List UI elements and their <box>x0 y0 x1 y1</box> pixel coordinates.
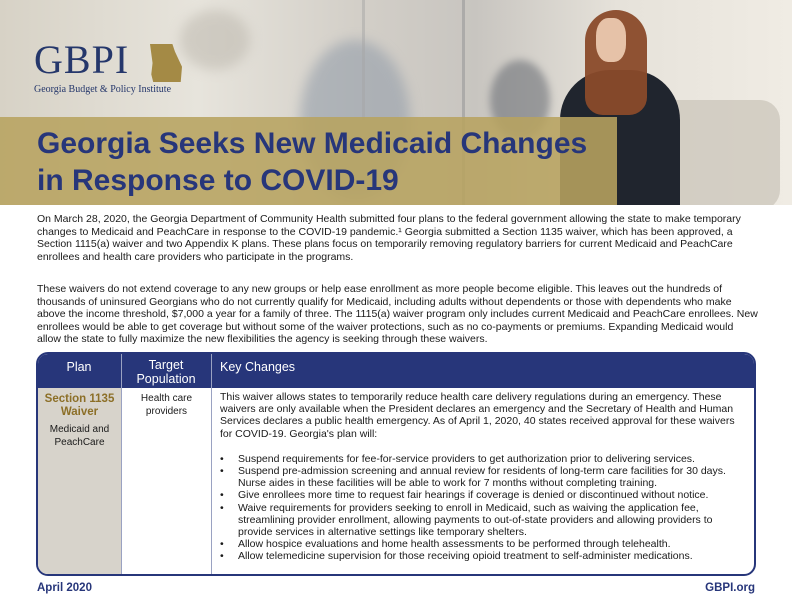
page-title: Georgia Seeks New Medicaid Changes in Response to COVID-19 <box>37 127 588 197</box>
footer-site-link[interactable]: GBPI.org <box>705 582 755 594</box>
key-changes-intro: This waiver allows states to temporarily reduce health care delivery regulations during an emergency. These waivers are only available when the President declares an emergency and the Secretary of Health and Human Services declares a public health emergency. As of April 1, 2020, 40 states received approval for these waivers for COVID-19. Georgia's plan will: <box>220 391 735 440</box>
intro-paragraph: On March 28, 2020, the Georgia Department of Community Health submitted four plans to the federal government allowing the state to make temporary changes to Medicaid and PeachCare in response to the COVID-19 pandemic.¹ Georgia submitted a Section 1135 waiver, which has been approved, a Section 1115(a) waiver and two Appendix K plans. These plans focus on temporarily removing regulatory barriers for current Medicaid and PeachCare enrollees and health care providers who participate in the programs. <box>37 213 741 263</box>
coverage-paragraph: These waivers do not extend coverage to any new groups or help ease enrollment as more people become eligible. This leaves out the hundreds of thousands of uninsured Georgians who do not currently qualify for Medicaid, including adults without dependents or those with dependents who make above the income threshold, $7,000 a year for a family of three. The 1115(a) waiver program only includes current Medicaid and PeachCare enrollees. New enrollees would be able to get coverage but without some of the waiver protections, such as no co-payments or premiums. Expanding Medicaid would allow the state to fully maximize the new flexibilities the agency is seeking through these waivers. <box>37 283 758 345</box>
iv-pole <box>362 0 365 120</box>
list-item: • Allow telemedicine supervision for those receiving opioid treatment to self-administer medications. <box>220 550 748 562</box>
hero-banner <box>0 0 792 205</box>
key-changes-list <box>220 453 748 563</box>
list-item: • Allow hospice evaluations and home health assessments to be performed through telehealth. <box>220 538 748 550</box>
gbpi-logo[interactable] <box>34 37 194 100</box>
footer-date: April 2020 <box>37 582 92 594</box>
table-header <box>38 354 754 388</box>
plan-programs: Medicaid and PeachCare <box>49 424 110 448</box>
title-band <box>0 117 617 205</box>
list-item: • Suspend pre-admission screening and annual review for residents of long-term care facilities for 30 days. Nurse aides in these facilities will be able to work for 7 months without completing training. <box>220 465 748 489</box>
woman-face <box>596 18 626 62</box>
plan-name: Section 1135 Waiver <box>44 393 115 418</box>
list-item: • Waive requirements for providers seeking to enroll in Medicaid, such as waiving the application fee, streamlining provider enrollment, allowing payments to out-of-state providers and allowing providers to provide services in alternative settings like temporary shelters. <box>220 502 748 539</box>
waiver-table <box>36 352 756 576</box>
plan-cell <box>38 388 121 574</box>
list-item: • Suspend requirements for fee-for-service providers to get authorization prior to delivering services. <box>220 453 748 465</box>
key-changes-cell <box>212 388 754 574</box>
logo-letters: GBPI <box>34 37 130 82</box>
logo-tagline: Georgia Budget & Policy Institute <box>34 84 172 95</box>
header-target-population: Target Population <box>136 358 196 386</box>
header-plan: Plan <box>66 360 92 374</box>
list-item: • Give enrollees more time to request fair hearings if coverage is denied or discontinued without notice. <box>220 489 748 501</box>
target-population-cell: Health care providers <box>140 393 193 417</box>
header-key-changes: Key Changes <box>220 360 296 374</box>
